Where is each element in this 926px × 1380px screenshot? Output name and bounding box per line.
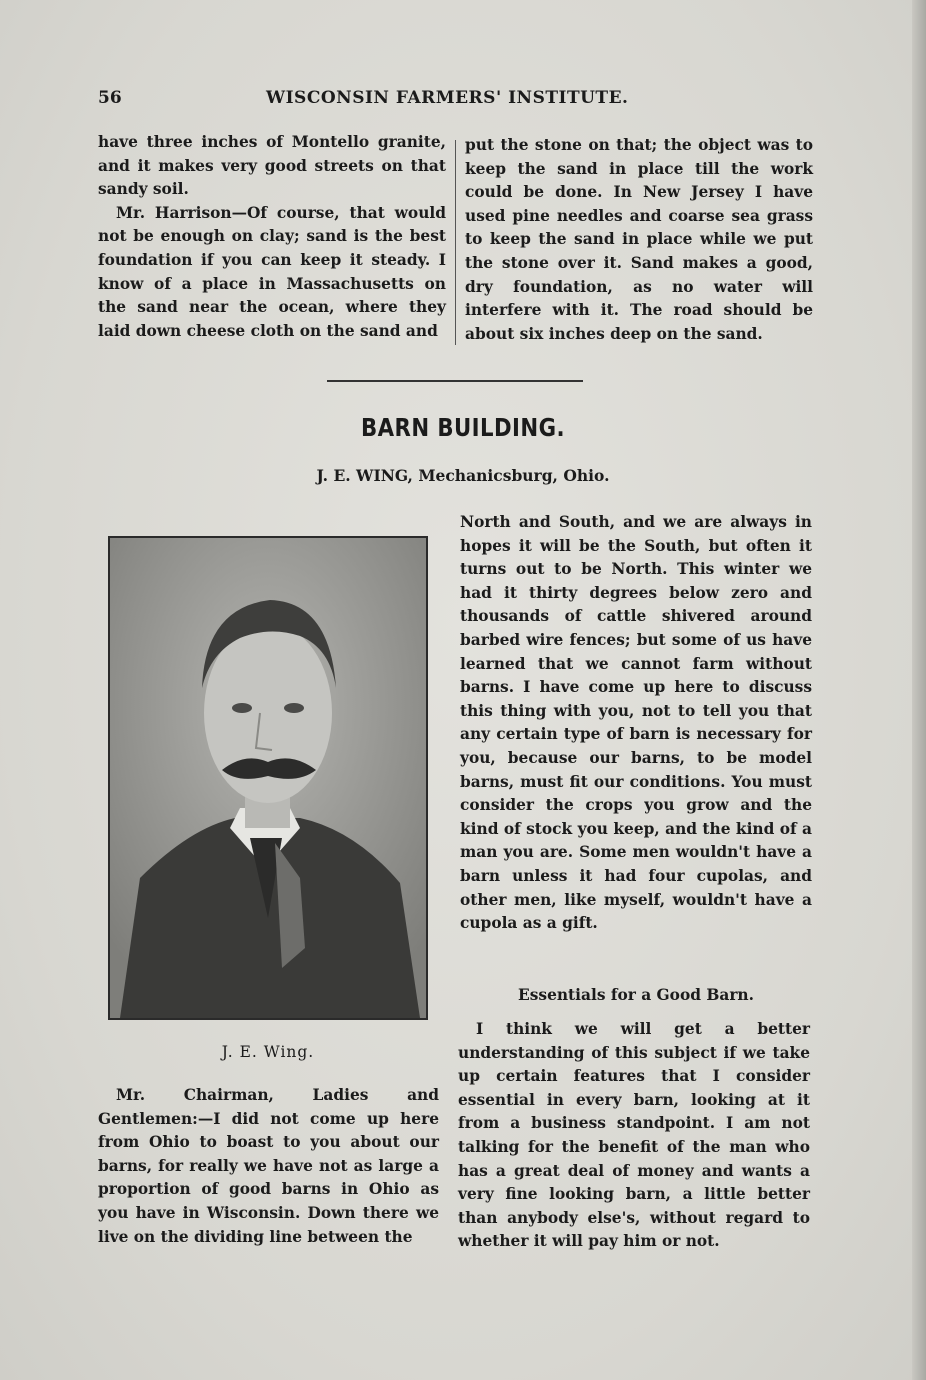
paragraph: have three inches of Montello granite, and it makes very good streets on that sandy soil. <box>98 133 446 199</box>
top-right-column <box>465 134 813 346</box>
page-edge <box>912 0 926 1380</box>
paragraph: put the stone on that; the object was to keep the sand in place till the work could be done. In New Jersey I have used pine needles and coarse sea grass to keep the sand in place while we put the stone over it. Sand makes a good, dry foundation, as no water will interfere with it. The road should be about six inches deep on the sand. <box>465 136 813 343</box>
article-left-column <box>98 1084 439 1249</box>
article-byline: J. E. WING, Mechanicsburg, Ohio. <box>316 466 610 485</box>
photo-caption: J. E. Wing. <box>221 1043 315 1061</box>
page-number: 56 <box>98 88 122 108</box>
top-left-column <box>98 131 446 343</box>
paragraph: Mr. Harrison—Of course, that would not be enough on clay; sand is the best foundation if you can keep it steady. I know of a place in Massachusetts on the sand near the ocean, where they laid down cheese cloth on the sand and <box>98 203 446 340</box>
article-right-column-after <box>458 1018 810 1254</box>
portrait-photo <box>108 536 428 1020</box>
portrait-illustration <box>110 538 426 1018</box>
paragraph: North and South, and we are always in hopes it will be the South, but often it turns out to be North. This winter we had it thirty degrees below zero and thousands of cattle shivered around barbed wire fences; but some of us have learned that we cannot farm without barns. I have come up here to discuss this thing with you, not to tell you that any certain type of barn is necessary for you, because our barns, to be model barns, must fit our conditions. You must consider the crops you grow and the kind of stock you keep, and the kind of a man you are. Some men wouldn't have a barn unless it had four cupolas, and other men, like myself, wouldn't have a cupola as a gift. <box>460 513 812 933</box>
article-title: BARN BUILDING. <box>361 413 565 442</box>
section-subheading: Essentials for a Good Barn. <box>518 986 754 1004</box>
running-title: WISCONSIN FARMERS' INSTITUTE. <box>266 88 629 108</box>
column-divider <box>455 140 456 345</box>
page-header <box>98 88 643 112</box>
article-right-column-intro <box>460 511 812 936</box>
paragraph: I think we will get a better understanding of this subject if we take up certain features that I consider essential in every barn, looking at it from a business standpoint. I am not talking for the benefit of the man who has a great deal of money and wants a very fine looking barn, a little better than anybody else's, without regard to whether it will pay him or not. <box>458 1020 810 1251</box>
section-rule <box>327 380 583 382</box>
paragraph: Mr. Chairman, Ladies and Gentlemen:—I did not come up here from Ohio to boast to you about our barns, for really we have not as large a proportion of good barns in Ohio as you have in Wisconsin. Down there we live on the dividing line between the <box>98 1086 439 1246</box>
